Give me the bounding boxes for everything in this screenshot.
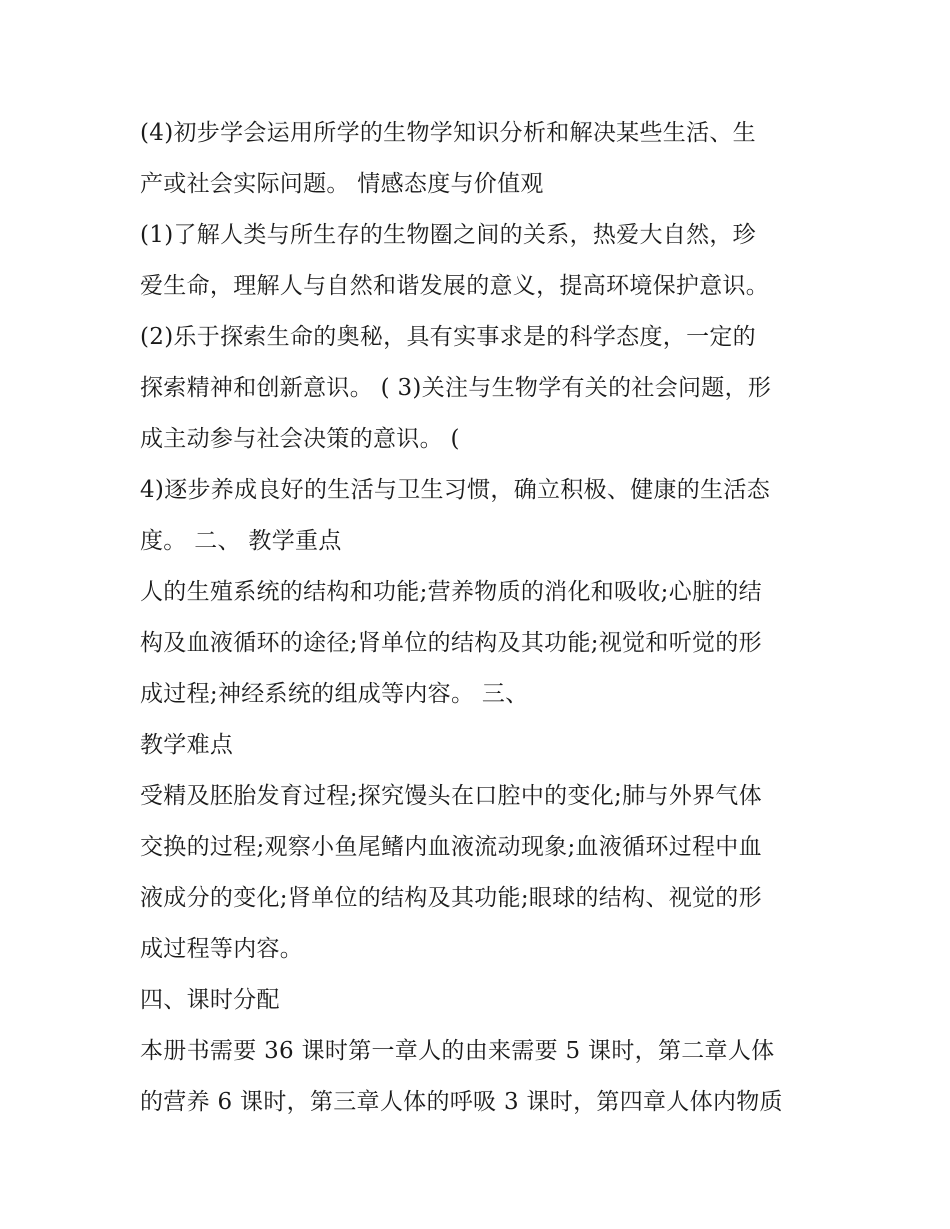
text-line: 构及血液循环的途径;肾单位的结构及其功能;视觉和听觉的形 bbox=[140, 630, 762, 656]
text-line: 液成分的变化;肾单位的结构及其功能;眼球的结构、视觉的形 bbox=[140, 885, 762, 911]
section-heading-line: 度。 二、 教学重点 bbox=[140, 528, 342, 554]
text-line: 4)逐步养成良好的生活与卫生习惯，确立积极、健康的生活态 bbox=[140, 477, 771, 503]
text-line: 本册书需要 36 课时第一章人的由来需要 5 课时，第二章人体 bbox=[140, 1038, 775, 1064]
text-line: (4)初步学会运用所学的生物学知识分析和解决某些生活、生 bbox=[140, 120, 756, 146]
text-line: 的营养 6 课时，第三章人体的呼吸 3 课时，第四章人体内物质 bbox=[140, 1089, 783, 1115]
text-line: 人的生殖系统的结构和功能;营养物质的消化和吸收;心脏的结 bbox=[140, 579, 762, 605]
text-line: 受精及胚胎发育过程;探究馒头在口腔中的变化;肺与外界气体 bbox=[140, 783, 762, 809]
section-heading: 教学难点 bbox=[140, 732, 234, 758]
text-line: 成过程等内容。 bbox=[140, 936, 304, 962]
section-heading: 四、课时分配 bbox=[140, 987, 280, 1013]
text-line: 探索精神和创新意识。 ( 3)关注与生物学有关的社会问题，形 bbox=[140, 375, 772, 401]
document-body bbox=[140, 108, 820, 1128]
text-line: (2)乐于探索生命的奥秘，具有实事求是的科学态度，一定的 bbox=[140, 324, 756, 350]
text-line: 产或社会实际问题。 情感态度与价值观 bbox=[140, 171, 544, 197]
text-line: 成过程;神经系统的组成等内容。 三、 bbox=[140, 681, 529, 707]
text-line: 爱生命，理解人与自然和谐发展的意义，提高环境保护意识。 bbox=[140, 273, 770, 299]
text-line: (1)了解人类与所生存的生物圈之间的关系，热爱大自然，珍 bbox=[140, 222, 756, 248]
text-line: 成主动参与社会决策的意识。 ( bbox=[140, 426, 460, 452]
text-line: 交换的过程;观察小鱼尾鳍内血液流动现象;血液循环过程中血 bbox=[140, 834, 762, 860]
